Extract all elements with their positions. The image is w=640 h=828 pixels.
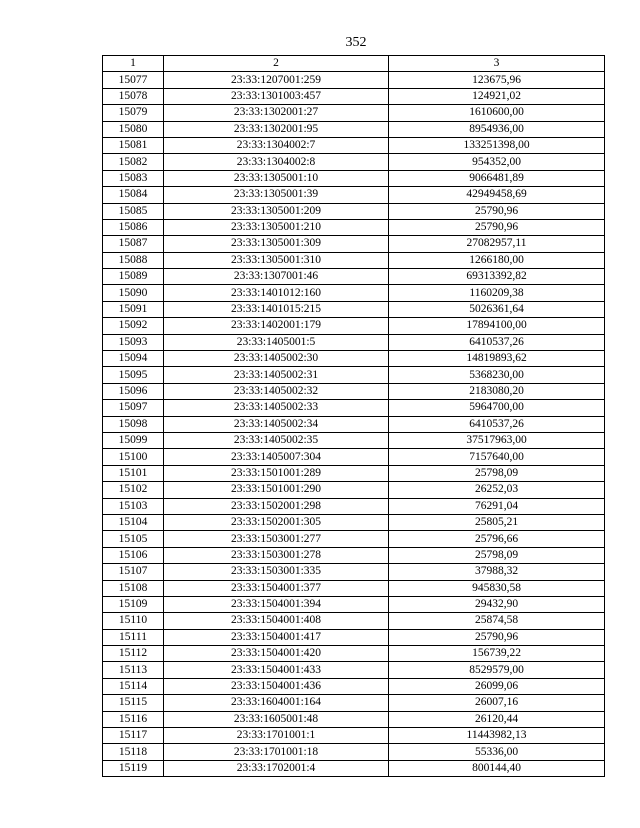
cadastral-number-cell: 23:33:1503001:335 — [164, 564, 389, 580]
value-cell: 25798,09 — [389, 465, 605, 481]
row-number-cell: 15103 — [103, 498, 164, 514]
column-header-cadastral-number: 2 — [164, 56, 389, 72]
cadastral-number-cell: 23:33:1401015:215 — [164, 301, 389, 317]
table-row — [103, 334, 605, 350]
cadastral-number-cell: 23:33:1304002:7 — [164, 137, 389, 153]
value-cell: 25874,58 — [389, 613, 605, 629]
cadastral-number-cell: 23:33:1305001:209 — [164, 203, 389, 219]
value-cell: 26099,06 — [389, 678, 605, 694]
row-number-cell: 15101 — [103, 465, 164, 481]
row-number-cell: 15079 — [103, 105, 164, 121]
row-number-cell: 15077 — [103, 72, 164, 88]
table-row — [103, 105, 605, 121]
value-cell: 42949458,69 — [389, 187, 605, 203]
table-row — [103, 695, 605, 711]
cadastral-number-cell: 23:33:1405002:34 — [164, 416, 389, 432]
table-row — [103, 367, 605, 383]
cadastral-number-cell: 23:33:1701001:1 — [164, 728, 389, 744]
table-row — [103, 613, 605, 629]
cadastral-number-cell: 23:33:1501001:290 — [164, 482, 389, 498]
value-cell: 1160209,38 — [389, 285, 605, 301]
value-cell: 55336,00 — [389, 744, 605, 760]
row-number-cell: 15097 — [103, 400, 164, 416]
value-cell: 25798,09 — [389, 547, 605, 563]
value-cell: 37988,32 — [389, 564, 605, 580]
table-row — [103, 547, 605, 563]
cadastral-number-cell: 23:33:1605001:48 — [164, 711, 389, 727]
value-cell: 123675,96 — [389, 72, 605, 88]
value-cell: 11443982,13 — [389, 728, 605, 744]
header-row — [103, 56, 605, 72]
cadastral-number-cell: 23:33:1405002:33 — [164, 400, 389, 416]
value-cell: 25790,96 — [389, 629, 605, 645]
cadastral-number-cell: 23:33:1405002:31 — [164, 367, 389, 383]
cadastral-number-cell: 23:33:1405007:304 — [164, 449, 389, 465]
value-cell: 5964700,00 — [389, 400, 605, 416]
cadastral-number-cell: 23:33:1301003:457 — [164, 88, 389, 104]
row-number-cell: 15109 — [103, 596, 164, 612]
value-cell: 25790,96 — [389, 203, 605, 219]
row-number-cell: 15078 — [103, 88, 164, 104]
row-number-cell: 15092 — [103, 318, 164, 334]
value-cell: 8529579,00 — [389, 662, 605, 678]
row-number-cell: 15087 — [103, 236, 164, 252]
row-number-cell: 15116 — [103, 711, 164, 727]
row-number-cell: 15112 — [103, 646, 164, 662]
table-row — [103, 236, 605, 252]
value-cell: 76291,04 — [389, 498, 605, 514]
table-row — [103, 351, 605, 367]
row-number-cell: 15081 — [103, 137, 164, 153]
row-number-cell: 15104 — [103, 514, 164, 530]
value-cell: 1266180,00 — [389, 252, 605, 268]
cadastral-number-cell: 23:33:1305001:210 — [164, 219, 389, 235]
row-number-cell: 15084 — [103, 187, 164, 203]
value-cell: 27082957,11 — [389, 236, 605, 252]
cadastral-number-cell: 23:33:1302001:95 — [164, 121, 389, 137]
row-number-cell: 15088 — [103, 252, 164, 268]
cadastral-number-cell: 23:33:1305001:309 — [164, 236, 389, 252]
table-row — [103, 416, 605, 432]
row-number-cell: 15102 — [103, 482, 164, 498]
table-row — [103, 154, 605, 170]
table-row — [103, 482, 605, 498]
row-number-cell: 15096 — [103, 383, 164, 399]
cadastral-number-cell: 23:33:1402001:179 — [164, 318, 389, 334]
value-cell: 26007,16 — [389, 695, 605, 711]
value-cell: 133251398,00 — [389, 137, 605, 153]
cadastral-number-cell: 23:33:1504001:377 — [164, 580, 389, 596]
page-number: 352 — [345, 35, 367, 50]
row-number-cell: 15110 — [103, 613, 164, 629]
cadastral-number-cell: 23:33:1501001:289 — [164, 465, 389, 481]
value-cell: 6410537,26 — [389, 334, 605, 350]
cadastral-number-cell: 23:33:1405002:35 — [164, 432, 389, 448]
cadastral-number-cell: 23:33:1307001:46 — [164, 269, 389, 285]
table-row — [103, 678, 605, 694]
table-row — [103, 269, 605, 285]
table-row — [103, 318, 605, 334]
cadastral-number-cell: 23:33:1304002:8 — [164, 154, 389, 170]
cadastral-number-cell: 23:33:1504001:417 — [164, 629, 389, 645]
cadastral-number-cell: 23:33:1504001:420 — [164, 646, 389, 662]
cadastral-number-cell: 23:33:1502001:298 — [164, 498, 389, 514]
row-number-cell: 15115 — [103, 695, 164, 711]
row-number-cell: 15118 — [103, 744, 164, 760]
value-cell: 25790,96 — [389, 219, 605, 235]
table-row — [103, 646, 605, 662]
cadastral-number-cell: 23:33:1405002:32 — [164, 383, 389, 399]
table-row — [103, 170, 605, 186]
row-number-cell: 15094 — [103, 351, 164, 367]
table-row — [103, 728, 605, 744]
table-row — [103, 531, 605, 547]
table-row — [103, 285, 605, 301]
row-number-cell: 15082 — [103, 154, 164, 170]
table-row — [103, 88, 605, 104]
table-row — [103, 383, 605, 399]
value-cell: 29432,90 — [389, 596, 605, 612]
table-row — [103, 564, 605, 580]
value-cell: 5026361,64 — [389, 301, 605, 317]
table-row — [103, 744, 605, 760]
row-number-cell: 15089 — [103, 269, 164, 285]
table-row — [103, 187, 605, 203]
row-number-cell: 15098 — [103, 416, 164, 432]
table-row — [103, 252, 605, 268]
registry-table — [102, 55, 605, 777]
row-number-cell: 15114 — [103, 678, 164, 694]
table-header — [103, 56, 605, 72]
cadastral-number-cell: 23:33:1503001:278 — [164, 547, 389, 563]
table-row — [103, 219, 605, 235]
value-cell: 37517963,00 — [389, 432, 605, 448]
cadastral-number-cell: 23:33:1702001:4 — [164, 760, 389, 776]
row-number-cell: 15086 — [103, 219, 164, 235]
value-cell: 156739,22 — [389, 646, 605, 662]
table-row — [103, 498, 605, 514]
value-cell: 800144,40 — [389, 760, 605, 776]
value-cell: 25796,66 — [389, 531, 605, 547]
row-number-cell: 15119 — [103, 760, 164, 776]
cadastral-number-cell: 23:33:1207001:259 — [164, 72, 389, 88]
value-cell: 69313392,82 — [389, 269, 605, 285]
value-cell: 26252,03 — [389, 482, 605, 498]
table-body — [103, 72, 605, 777]
value-cell: 124921,02 — [389, 88, 605, 104]
row-number-cell: 15111 — [103, 629, 164, 645]
table-row — [103, 662, 605, 678]
table-row — [103, 580, 605, 596]
table-row — [103, 203, 605, 219]
table-row — [103, 121, 605, 137]
table-row — [103, 400, 605, 416]
value-cell: 6410537,26 — [389, 416, 605, 432]
row-number-cell: 15091 — [103, 301, 164, 317]
table-row — [103, 432, 605, 448]
cadastral-number-cell: 23:33:1405001:5 — [164, 334, 389, 350]
table-row — [103, 72, 605, 88]
table-row — [103, 301, 605, 317]
row-number-cell: 15106 — [103, 547, 164, 563]
row-number-cell: 15107 — [103, 564, 164, 580]
table-row — [103, 449, 605, 465]
value-cell: 14819893,62 — [389, 351, 605, 367]
cadastral-number-cell: 23:33:1502001:305 — [164, 514, 389, 530]
value-cell: 9066481,89 — [389, 170, 605, 186]
cadastral-number-cell: 23:33:1504001:394 — [164, 596, 389, 612]
row-number-cell: 15090 — [103, 285, 164, 301]
value-cell: 945830,58 — [389, 580, 605, 596]
cadastral-number-cell: 23:33:1401012:160 — [164, 285, 389, 301]
row-number-cell: 15083 — [103, 170, 164, 186]
table-row — [103, 465, 605, 481]
row-number-cell: 15093 — [103, 334, 164, 350]
table-row — [103, 629, 605, 645]
value-cell: 2183080,20 — [389, 383, 605, 399]
cadastral-number-cell: 23:33:1305001:10 — [164, 170, 389, 186]
column-header-number: 1 — [103, 56, 164, 72]
row-number-cell: 15117 — [103, 728, 164, 744]
cadastral-number-cell: 23:33:1504001:433 — [164, 662, 389, 678]
cadastral-number-cell: 23:33:1405002:30 — [164, 351, 389, 367]
cadastral-number-cell: 23:33:1302001:27 — [164, 105, 389, 121]
cadastral-number-cell: 23:33:1503001:277 — [164, 531, 389, 547]
value-cell: 7157640,00 — [389, 449, 605, 465]
row-number-cell: 15108 — [103, 580, 164, 596]
table-row — [103, 137, 605, 153]
value-cell: 5368230,00 — [389, 367, 605, 383]
cadastral-number-cell: 23:33:1504001:408 — [164, 613, 389, 629]
value-cell: 8954936,00 — [389, 121, 605, 137]
row-number-cell: 15095 — [103, 367, 164, 383]
table-row — [103, 760, 605, 776]
cadastral-number-cell: 23:33:1305001:310 — [164, 252, 389, 268]
value-cell: 1610600,00 — [389, 105, 605, 121]
row-number-cell: 15099 — [103, 432, 164, 448]
value-cell: 17894100,00 — [389, 318, 605, 334]
value-cell: 26120,44 — [389, 711, 605, 727]
row-number-cell: 15080 — [103, 121, 164, 137]
cadastral-number-cell: 23:33:1604001:164 — [164, 695, 389, 711]
cadastral-number-cell: 23:33:1701001:18 — [164, 744, 389, 760]
column-header-value: 3 — [389, 56, 605, 72]
value-cell: 954352,00 — [389, 154, 605, 170]
table-row — [103, 596, 605, 612]
row-number-cell: 15085 — [103, 203, 164, 219]
value-cell: 25805,21 — [389, 514, 605, 530]
cadastral-number-cell: 23:33:1305001:39 — [164, 187, 389, 203]
row-number-cell: 15100 — [103, 449, 164, 465]
row-number-cell: 15105 — [103, 531, 164, 547]
cadastral-number-cell: 23:33:1504001:436 — [164, 678, 389, 694]
row-number-cell: 15113 — [103, 662, 164, 678]
table-row — [103, 514, 605, 530]
table-row — [103, 711, 605, 727]
